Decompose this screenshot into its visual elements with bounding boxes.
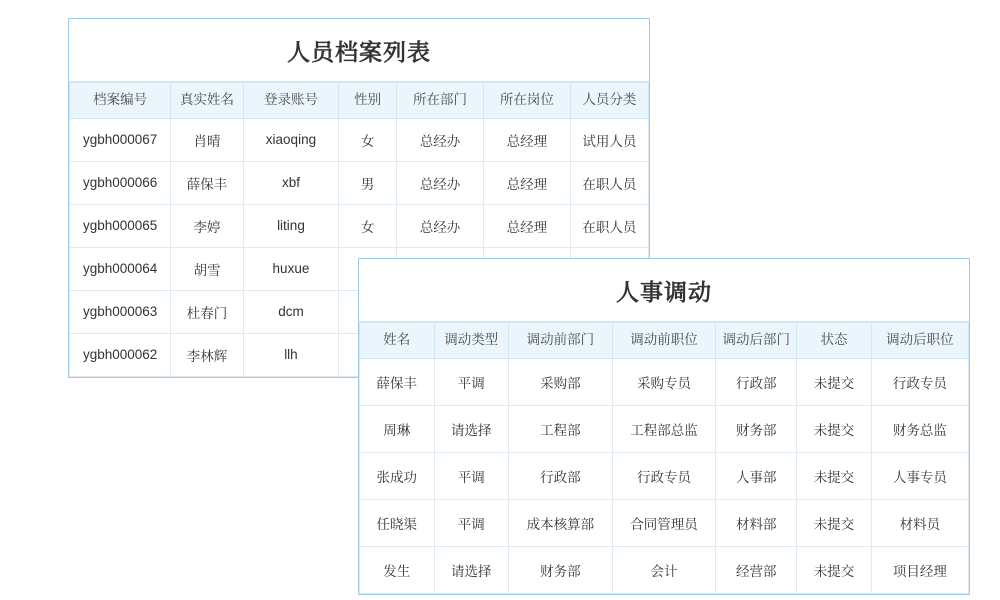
- cell-previous-department: 工程部: [509, 405, 613, 452]
- personnel-panel-title: 人员档案列表: [69, 19, 649, 82]
- table-header-row: [70, 83, 649, 119]
- cell-staff-category: 在职人员: [570, 161, 648, 204]
- cell-real-name[interactable]: 李婷: [171, 204, 243, 247]
- column-header-login-account[interactable]: 登录账号: [243, 83, 339, 119]
- table-row[interactable]: [360, 405, 969, 452]
- cell-department: 总经办: [397, 161, 484, 204]
- cell-transfer-type: 平调: [434, 452, 509, 499]
- cell-login-account: liting: [243, 204, 339, 247]
- cell-status: 未提交: [797, 452, 872, 499]
- cell-name[interactable]: 发生: [360, 546, 435, 593]
- column-header-staff-category[interactable]: 人员分类: [570, 83, 648, 119]
- cell-archive-no: ygbh000062: [70, 333, 171, 376]
- cell-new-position: 人事专员: [871, 452, 968, 499]
- cell-staff-category: 在职人员: [570, 204, 648, 247]
- cell-real-name[interactable]: 肖晴: [171, 118, 243, 161]
- cell-real-name[interactable]: 杜春门: [171, 290, 243, 333]
- cell-archive-no: ygbh000065: [70, 204, 171, 247]
- cell-new-position: 行政专员: [871, 358, 968, 405]
- table-row[interactable]: [360, 499, 969, 546]
- personnel-transfer-panel: [358, 258, 970, 595]
- cell-department: 总经办: [397, 204, 484, 247]
- cell-transfer-type: 平调: [434, 499, 509, 546]
- table-row[interactable]: [360, 358, 969, 405]
- cell-status: 未提交: [797, 546, 872, 593]
- column-header-archive-no[interactable]: 档案编号: [70, 83, 171, 119]
- column-header-department[interactable]: 所在部门: [397, 83, 484, 119]
- column-header-previous-department[interactable]: 调动前部门: [509, 323, 613, 359]
- cell-login-account: llh: [243, 333, 339, 376]
- column-header-gender[interactable]: 性别: [339, 83, 397, 119]
- cell-login-account: xiaoqing: [243, 118, 339, 161]
- cell-transfer-type: 平调: [434, 358, 509, 405]
- cell-name[interactable]: 薛保丰: [360, 358, 435, 405]
- cell-previous-position: 行政专员: [612, 452, 716, 499]
- cell-archive-no: ygbh000064: [70, 247, 171, 290]
- cell-status: 未提交: [797, 405, 872, 452]
- cell-position: 总经理: [483, 204, 570, 247]
- cell-archive-no: ygbh000063: [70, 290, 171, 333]
- cell-new-position: 财务总监: [871, 405, 968, 452]
- table-row[interactable]: [70, 161, 649, 204]
- cell-gender: 男: [339, 161, 397, 204]
- cell-status: 未提交: [797, 499, 872, 546]
- cell-new-department: 人事部: [716, 452, 797, 499]
- cell-real-name[interactable]: 胡雪: [171, 247, 243, 290]
- cell-department: 总经办: [397, 118, 484, 161]
- cell-position: 总经理: [483, 161, 570, 204]
- cell-previous-position: 会计: [612, 546, 716, 593]
- cell-transfer-type: 请选择: [434, 546, 509, 593]
- cell-real-name[interactable]: 李林辉: [171, 333, 243, 376]
- table-row[interactable]: [70, 204, 649, 247]
- cell-transfer-type: 请选择: [434, 405, 509, 452]
- cell-archive-no: ygbh000067: [70, 118, 171, 161]
- table-row[interactable]: [70, 118, 649, 161]
- cell-login-account: dcm: [243, 290, 339, 333]
- cell-login-account: xbf: [243, 161, 339, 204]
- column-header-status[interactable]: 状态: [797, 323, 872, 359]
- cell-previous-department: 财务部: [509, 546, 613, 593]
- cell-gender: 女: [339, 118, 397, 161]
- column-header-previous-position[interactable]: 调动前职位: [612, 323, 716, 359]
- column-header-new-position[interactable]: 调动后职位: [871, 323, 968, 359]
- cell-archive-no: ygbh000066: [70, 161, 171, 204]
- column-header-transfer-type[interactable]: 调动类型: [434, 323, 509, 359]
- cell-gender: 女: [339, 204, 397, 247]
- cell-new-position: 项目经理: [871, 546, 968, 593]
- column-header-position[interactable]: 所在岗位: [483, 83, 570, 119]
- column-header-name[interactable]: 姓名: [360, 323, 435, 359]
- cell-staff-category: 试用人员: [570, 118, 648, 161]
- cell-new-department: 行政部: [716, 358, 797, 405]
- cell-new-department: 材料部: [716, 499, 797, 546]
- table-row[interactable]: [360, 546, 969, 593]
- cell-real-name[interactable]: 薛保丰: [171, 161, 243, 204]
- cell-new-department: 经营部: [716, 546, 797, 593]
- cell-previous-position: 采购专员: [612, 358, 716, 405]
- cell-new-department: 财务部: [716, 405, 797, 452]
- table-row[interactable]: [360, 452, 969, 499]
- column-header-real-name[interactable]: 真实姓名: [171, 83, 243, 119]
- cell-status: 未提交: [797, 358, 872, 405]
- cell-name[interactable]: 任晓渠: [360, 499, 435, 546]
- transfer-panel-title: 人事调动: [359, 259, 969, 322]
- column-header-new-department[interactable]: 调动后部门: [716, 323, 797, 359]
- cell-previous-department: 行政部: [509, 452, 613, 499]
- cell-new-position: 材料员: [871, 499, 968, 546]
- cell-login-account: huxue: [243, 247, 339, 290]
- table-header-row: [360, 323, 969, 359]
- cell-name[interactable]: 张成功: [360, 452, 435, 499]
- cell-position: 总经理: [483, 118, 570, 161]
- cell-previous-department: 成本核算部: [509, 499, 613, 546]
- cell-name[interactable]: 周琳: [360, 405, 435, 452]
- cell-previous-position: 工程部总监: [612, 405, 716, 452]
- personnel-transfer-table: [359, 322, 969, 594]
- cell-previous-position: 合同管理员: [612, 499, 716, 546]
- cell-previous-department: 采购部: [509, 358, 613, 405]
